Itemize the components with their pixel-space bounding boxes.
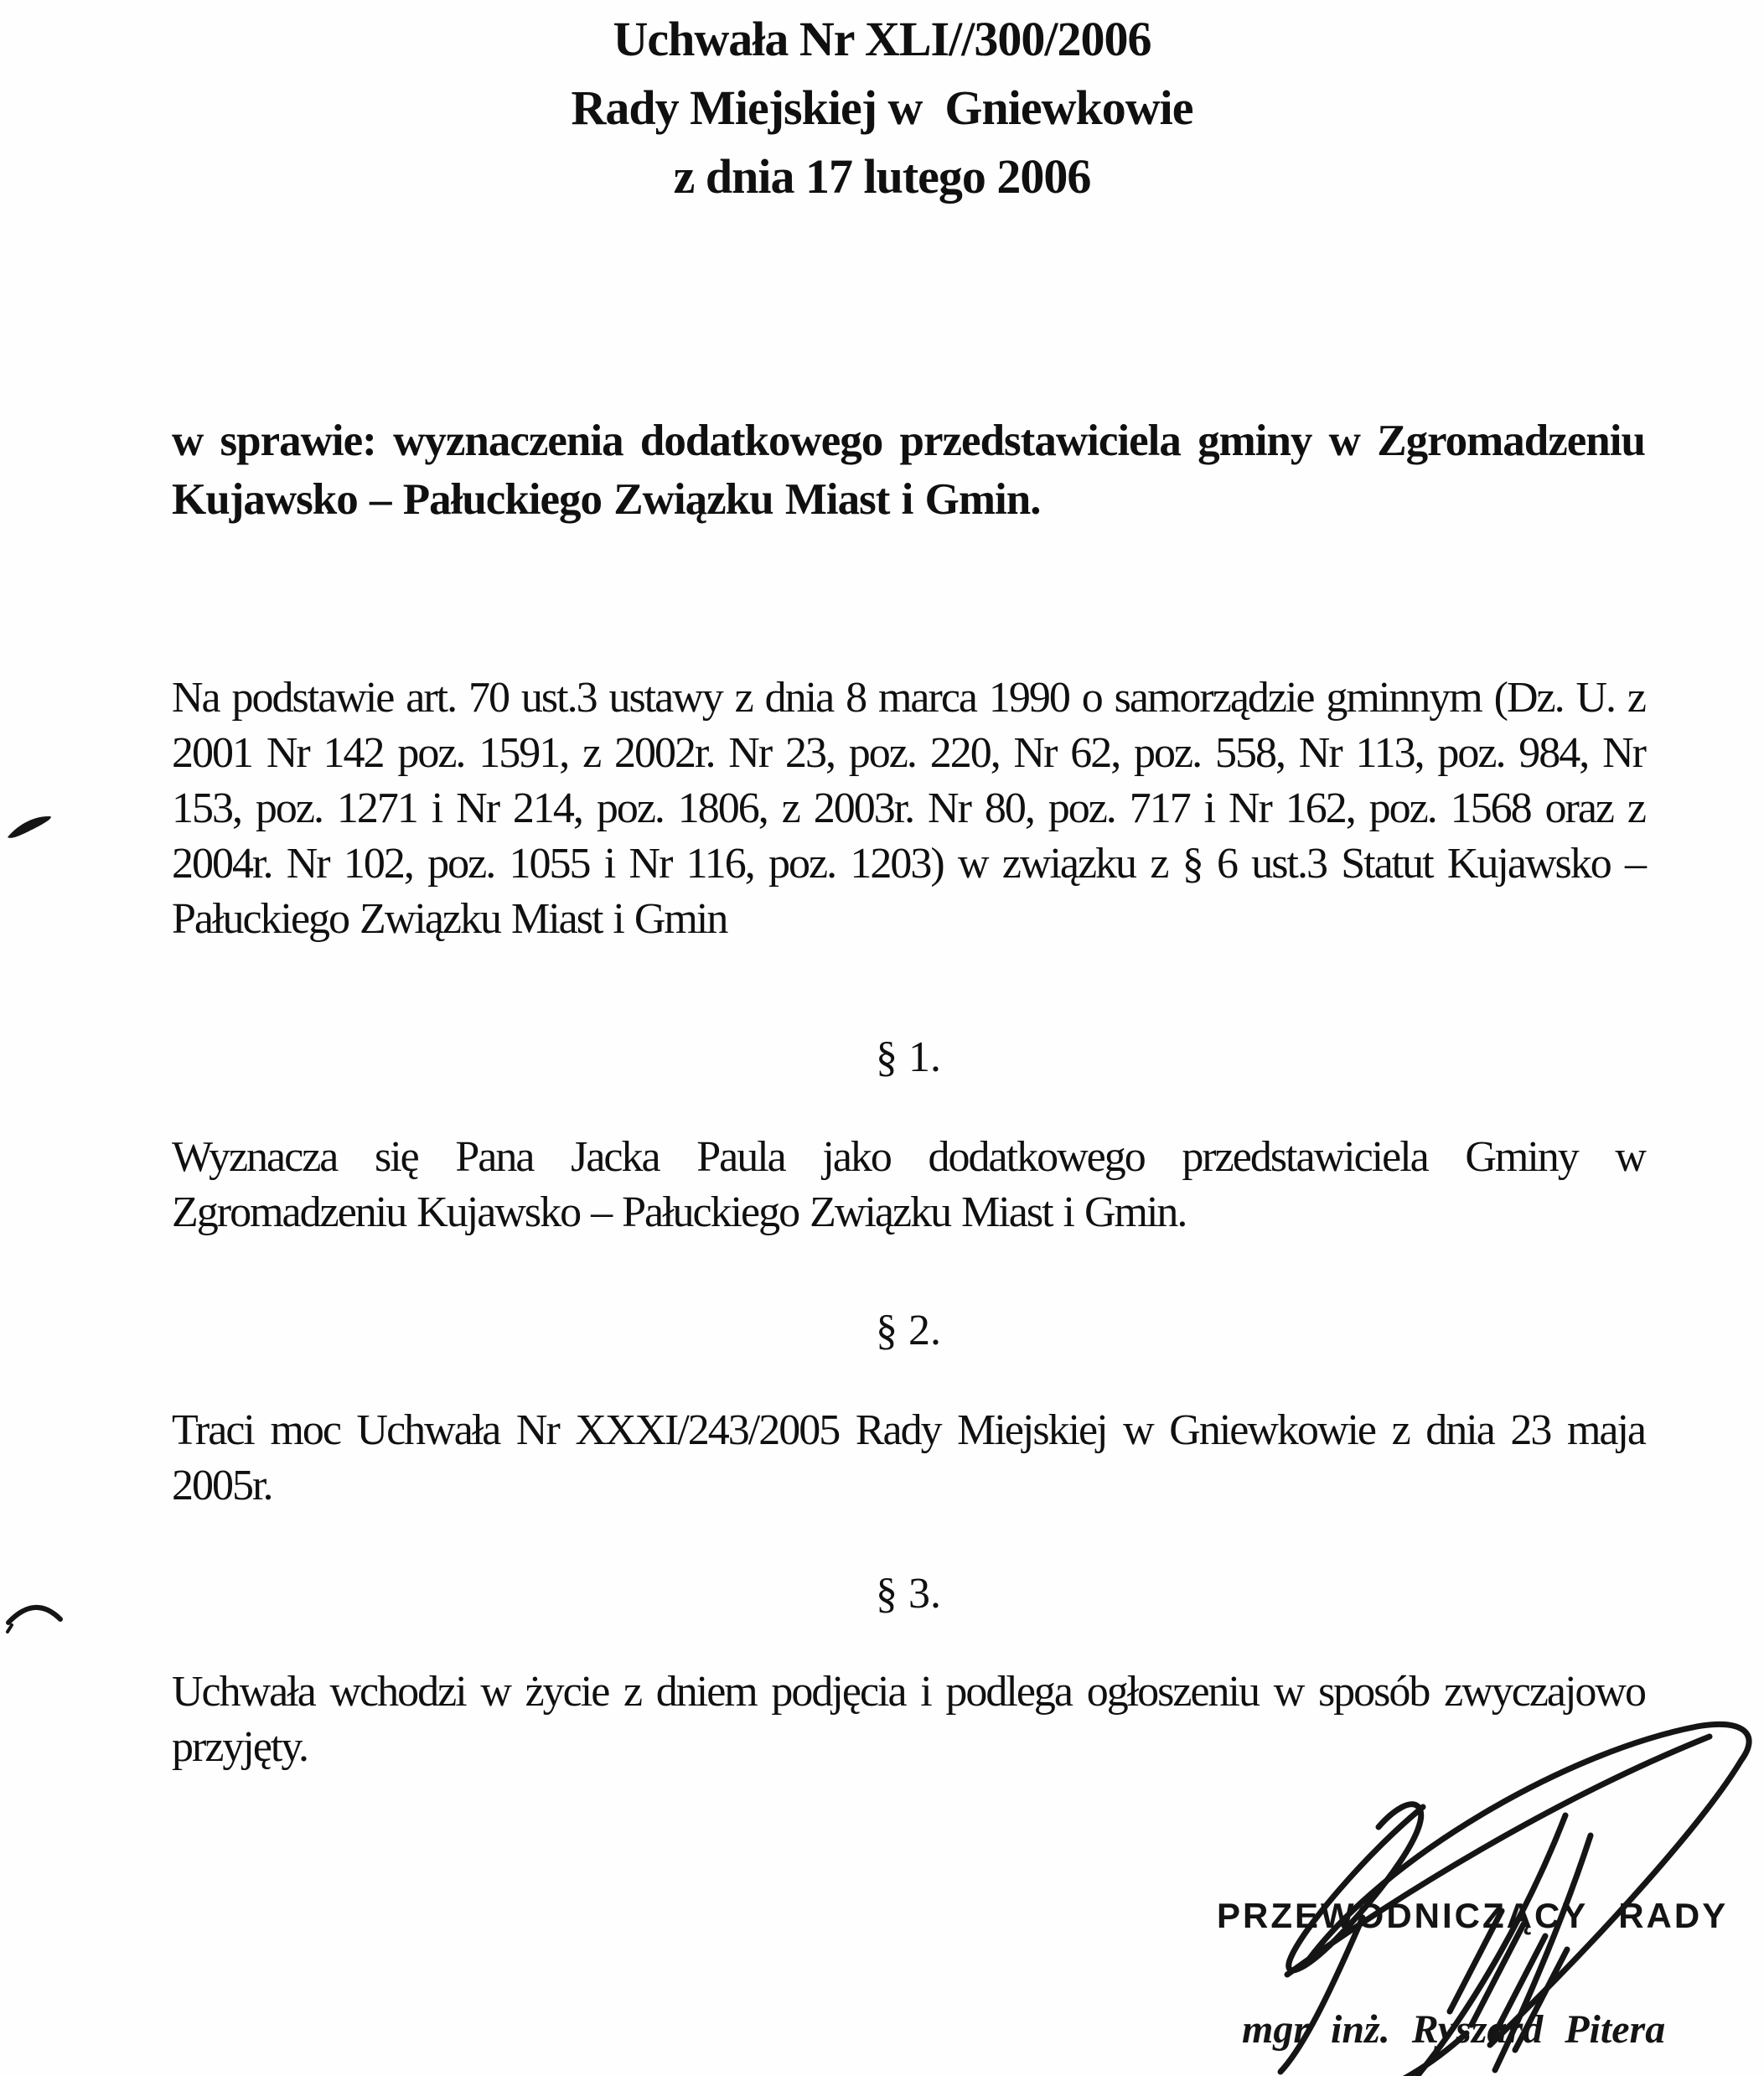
title-line-resolution-number: Uchwała Nr XLI//300/2006 [613,12,1151,66]
signature-role-label: PRZEWODNICZĄCY RADY [1217,1896,1729,1935]
subject-paragraph: w sprawie: wyznaczenia dodatkowego przedstawiciela gminy w Zgromadzeniu Kujawsko – Pałuckiego Związku Miast i Gmin. [172,417,1645,524]
title-line-date: z dnia 17 lutego 2006 [673,149,1091,204]
section-2-heading: § 2. [876,1307,941,1354]
title-line-council: Rady Miejskiej w Gniewkowie [571,80,1193,135]
section-3-paragraph: Uchwała wchodzi w życie z dniem podjęcia i podlega ogłoszeniu w sposób zwyczajowo przyjęty. [172,1668,1645,1771]
signature-name-label: mgr inż. Ryszard Pitera [1242,2007,1666,2052]
section-2-paragraph: Traci moc Uchwała Nr XXXI/243/2005 Rady Miejskiej w Gniewkowie z dnia 23 maja 2005r. [172,1406,1645,1509]
margin-pen-arc-mark [5,1594,65,1634]
margin-pen-dash-mark [5,807,59,847]
document-title [0,5,1764,211]
section-1-paragraph: Wyznacza się Pana Jacka Paula jako dodatkowego przedstawiciela Gminy w Zgromadzeniu Kujawsko – Pałuckiego Związku Miast i Gmin. [172,1133,1645,1236]
legal-basis-paragraph: Na podstawie art. 70 ust.3 ustawy z dnia 8 marca 1990 o samorządzie gminnym (Dz. U. z 2001 Nr 142 poz. 1591, z 2002r. Nr 23, poz. 220, Nr 62, poz. 558, Nr 113, poz. 984, Nr 153, poz. 1271 i Nr 214, poz. 1806, z 2003r. Nr 80, poz. 717 i Nr 162, poz. 1568 oraz z 2004r. Nr 102, poz. 1055 i Nr 116, poz. 1203) w związku z § 6 ust.3 Statut Kujawsko – Pałuckiego Związku Miast i Gmin [172,674,1645,943]
section-3-heading: § 3. [876,1570,941,1618]
section-1-heading: § 1. [876,1033,941,1081]
